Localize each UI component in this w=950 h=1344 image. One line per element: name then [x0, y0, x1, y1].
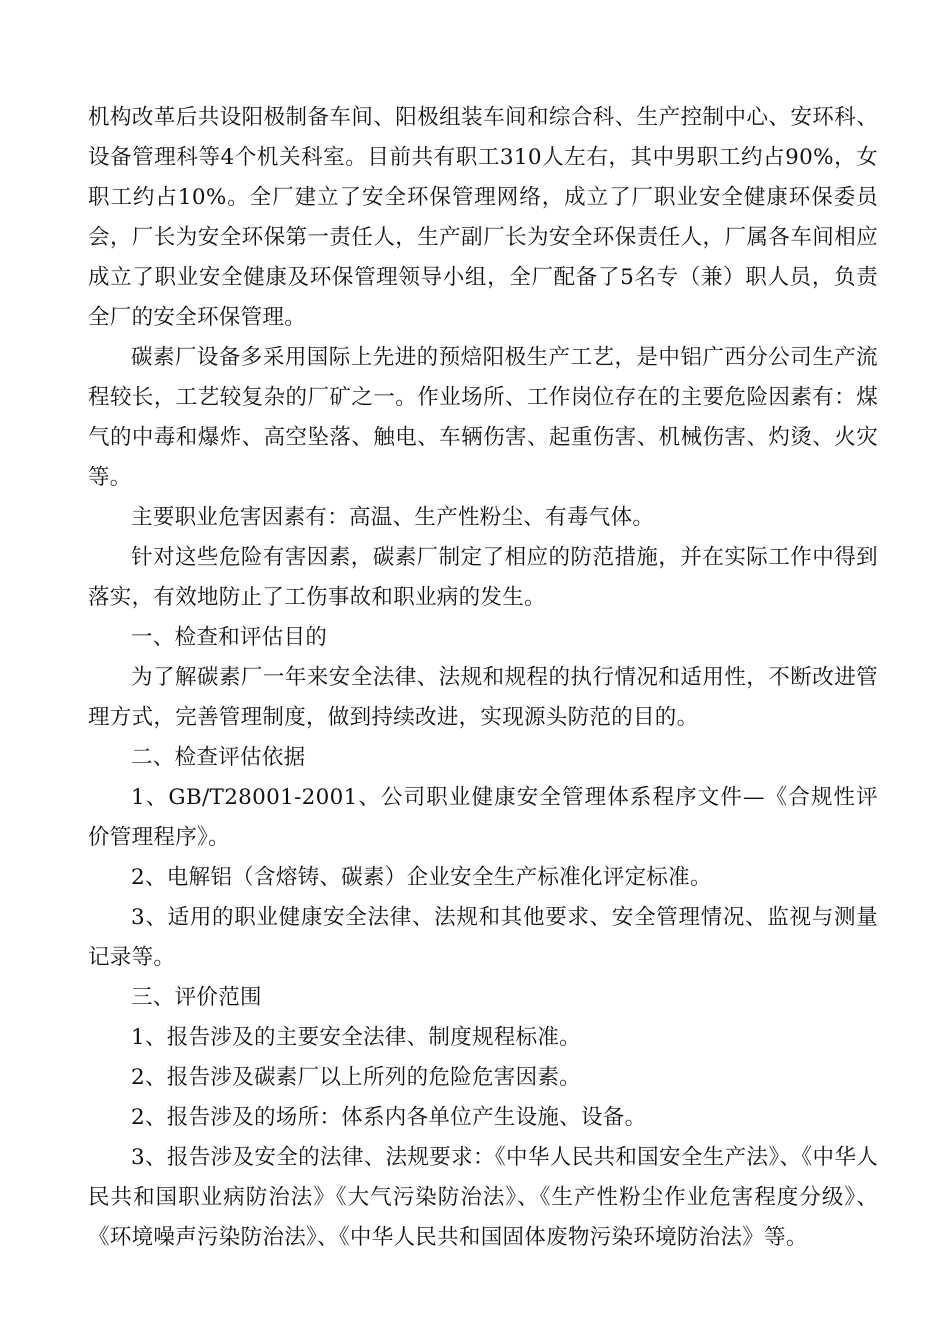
- section-heading-scope: 三、评价范围: [131, 985, 262, 1010]
- list-item-scope-1: 1、报告涉及的主要安全法律、制度规程标准。: [131, 1025, 581, 1050]
- list-item-basis-1: 1、GB/T28001-2001、公司职业健康安全管理体系程序文件—《合规性评价管理程序》。: [88, 785, 878, 850]
- paragraph-hazards: 碳素厂设备多采用国际上先进的预焙阳极生产工艺，是中铝广西分公司生产流程较长，工艺较复杂的厂矿之一。作业场所、工作岗位存在的主要危险因素有：煤气的中毒和爆炸、高空坠落、触电、车辆伤害、起重伤害、机械伤害、灼烫、火灾等。: [88, 345, 878, 490]
- list-item-scope-3: 2、报告涉及的场所：体系内各单位产生设施、设备。: [131, 1105, 647, 1130]
- paragraph-occupational-hazards: 主要职业危害因素有：高温、生产性粉尘、有毒气体。: [131, 505, 655, 530]
- paragraph-measures: 针对这些危险有害因素，碳素厂制定了相应的防范措施，并在实际工作中得到落实，有效地防止了工伤事故和职业病的发生。: [88, 545, 878, 610]
- list-item-basis-2: 2、电解铝（含熔铸、碳素）企业安全生产标准化评定标准。: [131, 865, 712, 890]
- list-item-basis-3: 3、适用的职业健康安全法律、法规和其他要求、安全管理情况、监视与测量记录等。: [88, 905, 878, 970]
- paragraph-purpose: 为了解碳素厂一年来安全法律、法规和规程的执行情况和适用性，不断改进管理方式，完善管理制度，做到持续改进，实现源头防范的目的。: [88, 665, 878, 730]
- list-item-scope-2: 2、报告涉及碳素厂以上所列的危险危害因素。: [131, 1065, 581, 1090]
- paragraph-organization: 机构改革后共设阳极制备车间、阳极组装车间和综合科、生产控制中心、安环科、设备管理科等4个机关科室。目前共有职工310人左右，其中男职工约占90%，女职工约占10%。全厂建立了安全环保管理网络，成立了厂职业安全健康环保委员会，厂长为安全环保第一责任人，生产副厂长为安全环保责任人，厂属各车间相应成立了职业安全健康及环保管理领导小组，全厂配备了5名专（兼）职人员，负责全厂的安全环保管理。: [88, 105, 878, 330]
- section-heading-purpose: 一、检查和评估目的: [131, 625, 328, 650]
- list-item-scope-4: 3、报告涉及安全的法律、法规要求：《中华人民共和国安全生产法》、《中华人民共和国职业病防治法》《大气污染防治法》、《生产性粉尘作业危害程度分级》、《环境噪声污染防治法》、《中华人民共和国固体废物污染环境防治法》等。: [88, 1145, 878, 1250]
- section-heading-basis: 二、检查评估依据: [131, 745, 306, 770]
- document-body: [88, 98, 878, 1258]
